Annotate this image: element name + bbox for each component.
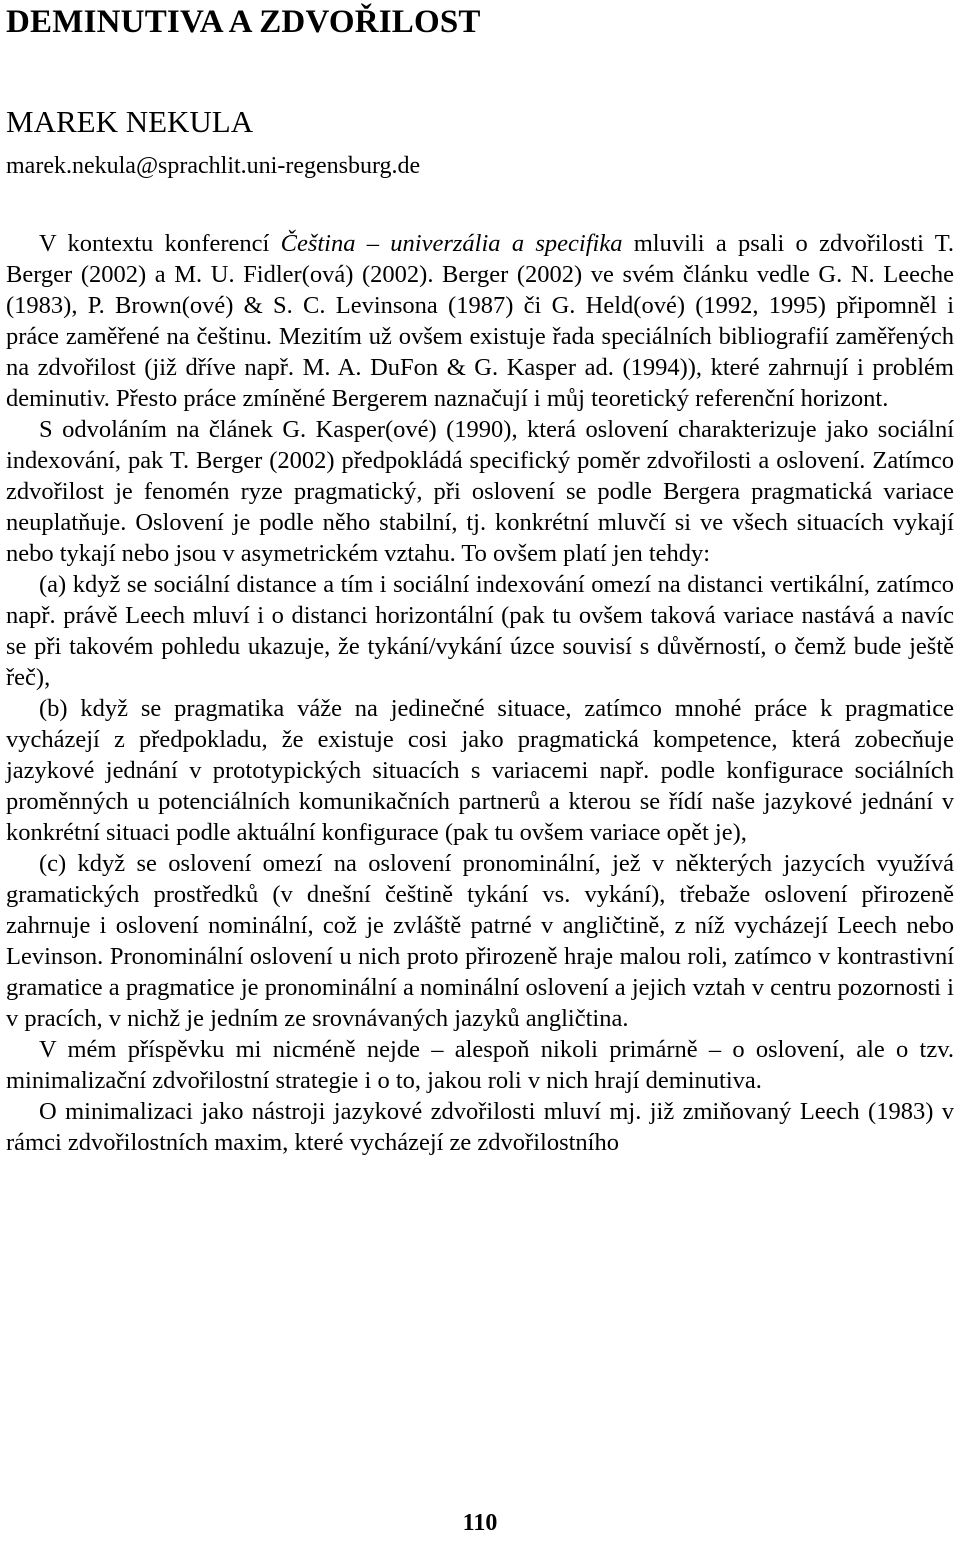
paragraph-4 [6,693,954,848]
text-segment: mluvili a psali o zdvořilosti T. Berger (2002) a M. U. Fidler(ová) (2002). Berger (2002) ve svém článku vedle G. N. Leeche (1983), P. Brown(ové) & S. C. Levinsona (1987) či G. Held(ové) (1992, 1995) připomněl i práce zaměřené na češtinu. Mezitím už ovšem existuje řada speciálních bibliografií zaměřených na zdvořilost (již dříve např. M. A. DuFon & G. Kasper ad. (1994)), které zahrnují i problém deminutiv. Přesto práce zmíněné Bergerem naznačují i můj teoretický referenční horizont. [6,230,954,412]
article-body [6,228,954,1158]
paragraph-5 [6,848,954,1034]
paragraph-6 [6,1034,954,1096]
text-segment: (a) když se sociální distance a tím i sociální indexování omezí na distanci vertikální, zatímco např. právě Leech mluví i o distanci horizontální (pak tu ovšem taková variace nastává a navíc se při takovém pohledu ukazuje, že tykání/vykání úzce souvisí s důvěrností, o čemž bude ještě řeč), [6,571,954,691]
text-segment: V mém příspěvku mi nicméně nejde – alespoň nikoli primárně – o oslovení, ale o tzv. minimalizační zdvořilostní strategie i o to, jakou roli v nich hrají deminutiva. [6,1036,954,1094]
paragraph-7 [6,1096,954,1158]
article-title: DEMINUTIVA A ZDVOŘILOST [6,4,481,40]
text-segment: (b) když se pragmatika váže na jedinečné situace, zatímco mnohé práce k pragmatice vycházejí z předpokladu, že existuje cosi jako pragmatická kompetence, která zobecňuje jazykové jednání v prototypických situacích s variacemi např. podle konfigurace sociálních proměnných u potenciálních komunikačních partnerů a kterou se řídí naše jazykové jednání v konkrétní situaci podle aktuální konfigurace (pak tu ovšem variace opět je), [6,695,954,846]
document-page [6,0,954,1551]
author-email: marek.nekula@sprachlit.uni-regensburg.de [6,153,421,179]
author-name: MAREK NEKULA [6,104,254,139]
paragraph-2 [6,414,954,569]
page-number: 110 [462,1510,498,1536]
text-segment: (c) když se oslovení omezí na oslovení pronominální, jež v některých jazycích využívá gramatických prostředků (v dnešní češtině tykání vs. vykání), třebaže oslovení přirozeně zahrnuje i oslovení nominální, což je zvláště patrné v angličtině, z níž vycházejí Leech nebo Levinson. Pronominální oslovení u nich proto přirozeně hraje malou roli, zatímco v kontrastivní gramatice a pragmatice je pronominální a nominální oslovení a jejich vztah v centru pozornosti i v pracích, v nichž je jedním ze srovnávaných jazyků angličtina. [6,850,954,1032]
text-segment: O minimalizaci jako nástroji jazykové zdvořilosti mluví mj. již zmiňovaný Leech (1983) v rámci zdvořilostních maxim, které vycházejí ze zdvořilostního [6,1098,954,1156]
text-segment: V kontextu konferencí [39,230,281,257]
text-segment: S odvoláním na článek G. Kasper(ové) (1990), která oslovení charakterizuje jako sociální indexování, pak T. Berger (2002) předpokládá specifický poměr zdvořilosti a oslovení. Zatímco zdvořilost je fenomén ryze pragmatický, při oslovení se podle Bergera pragmatická variace neuplatňuje. Oslovení je podle něho stabilní, tj. konkrétní mluvčí si ve všech situacích vykají nebo tykají nebo jsou v asymetrickém vztahu. To ovšem platí jen tehdy: [6,416,954,567]
italic-segment: Čeština – univerzália a specifika [280,230,623,257]
paragraph-3 [6,569,954,693]
paragraph-1 [6,228,954,414]
